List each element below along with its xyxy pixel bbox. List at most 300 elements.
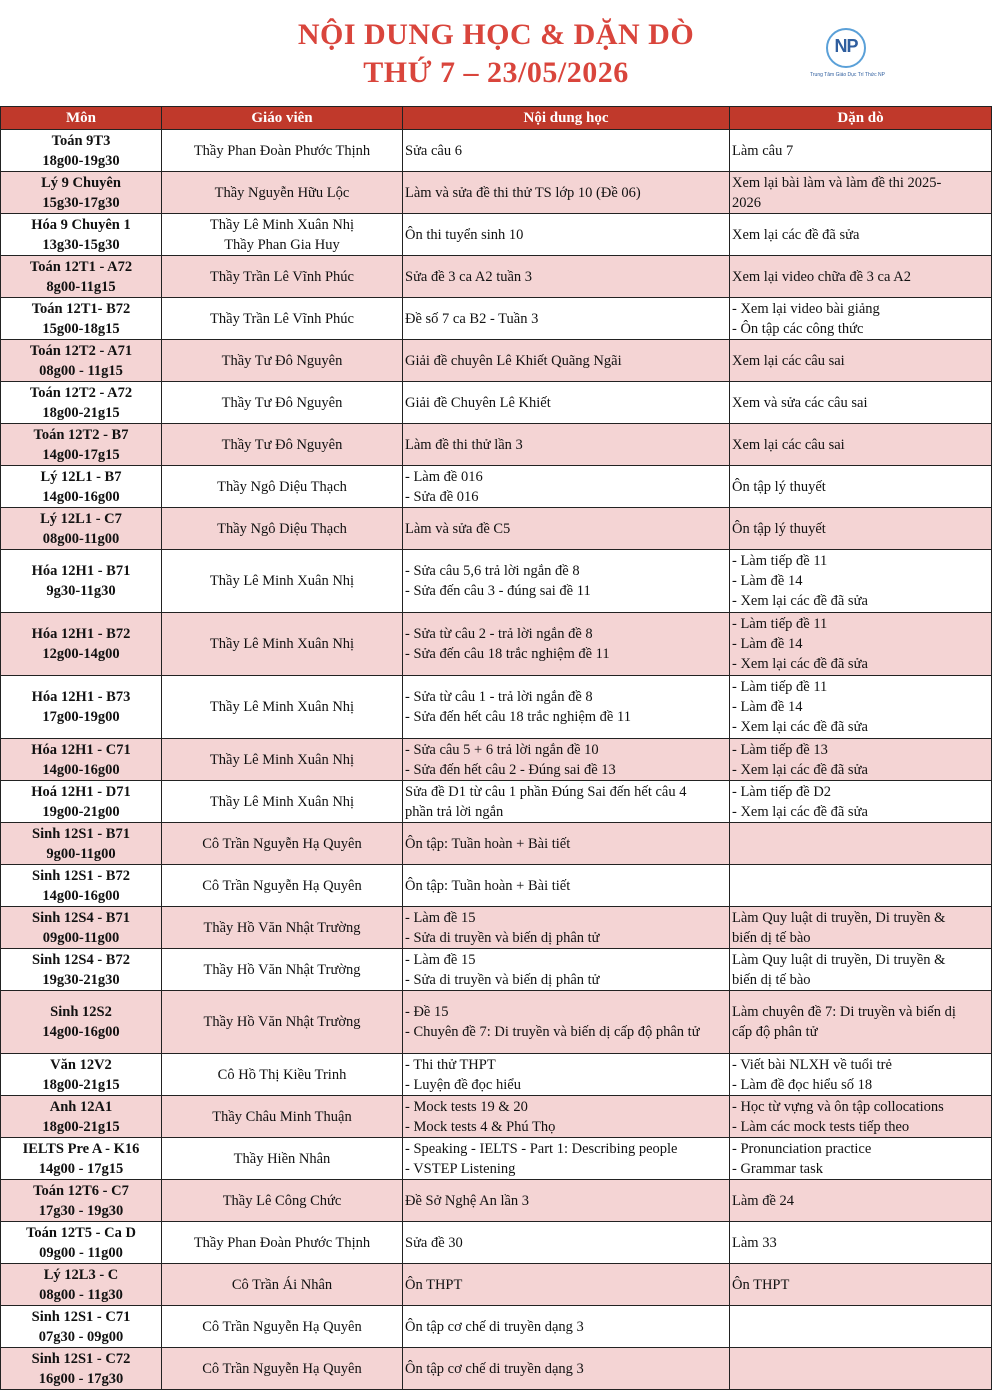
subject-cell [1, 508, 162, 550]
subject-cell [1, 1054, 162, 1096]
teacher-cell [162, 907, 403, 949]
subject-cell [1, 172, 162, 214]
table-row [1, 613, 992, 676]
homework-cell [730, 1138, 992, 1180]
homework-line: - Xem lại các đề đã sửa [732, 593, 868, 609]
content-cell [403, 1096, 730, 1138]
subject-cell [1, 991, 162, 1054]
homework-cell [730, 298, 992, 340]
subject-cell [1, 424, 162, 466]
teacher-line: Thầy Phan Đoàn Phước Thịnh [193, 142, 371, 159]
homework-line: - Làm các mock tests tiếp theo [732, 1118, 910, 1135]
homework-line: Làm Quy luật di truyền, Di truyền & [732, 951, 946, 968]
teacher-cell [162, 676, 403, 739]
subject-cell [1, 256, 162, 298]
table-row [1, 1348, 992, 1390]
homework-line: - Viết bài NLXH về tuổi trẻ [732, 1056, 892, 1073]
subject-line: 07g30 - 09g00 [38, 1328, 124, 1345]
teacher-cell [162, 1264, 403, 1306]
subject-line: Hóa 12H1 - C71 [31, 741, 131, 758]
teacher-cell [162, 739, 403, 781]
content-line: Giải đề Chuyên Lê Khiết [405, 394, 551, 411]
teacher-cell [162, 340, 403, 382]
content-line: Ôn thi tuyển sinh 10 [405, 226, 524, 243]
content-cell [403, 1264, 730, 1306]
subject-line: Sinh 12S1 - C71 [31, 1308, 131, 1325]
subject-line: 14g00 - 17g15 [38, 1160, 124, 1177]
table-row [1, 823, 992, 865]
page-title: NỘI DUNG HỌC & DẶN DÒ [297, 18, 695, 51]
table-row [1, 1306, 992, 1348]
table-row [1, 781, 992, 823]
content-cell [403, 1306, 730, 1348]
homework-line: - Làm đề 14 [732, 636, 803, 652]
homework-line: - Làm tiếp đề 13 [732, 741, 828, 758]
homework-cell [730, 172, 992, 214]
subject-cell [1, 1264, 162, 1306]
content-cell [403, 676, 730, 739]
content-cell [403, 739, 730, 781]
content-line: Ôn tập: Tuần hoàn + Bài tiết [405, 835, 571, 852]
homework-line: - Xem lại các đề đã sửa [732, 719, 868, 735]
teacher-line: Thầy Ngô Diệu Thạch [217, 520, 347, 537]
subject-line: Toán 12T1- B72 [31, 300, 131, 317]
homework-line: Xem và sửa các câu sai [732, 394, 868, 411]
content-line: - Sửa đến hết câu 18 trắc nghiệm đề 11 [405, 709, 631, 725]
content-cell [403, 214, 730, 256]
table-row [1, 949, 992, 991]
column-header-subject: Môn [1, 107, 162, 130]
homework-line: biến dị tế bào [732, 929, 811, 946]
table-row [1, 1138, 992, 1180]
table-row [1, 1222, 992, 1264]
content-line: - Làm đề 016 [405, 468, 483, 485]
teacher-line: Cô Trần Nguyễn Hạ Quyên [202, 877, 362, 894]
content-line: - Sửa di truyền và biến dị phân tử [405, 971, 600, 988]
subject-line: 15g30-17g30 [42, 194, 120, 211]
homework-line: - Làm tiếp đề 11 [732, 616, 828, 632]
content-line: - Mock tests 19 & 20 [405, 1098, 528, 1115]
homework-cell [730, 823, 992, 865]
homework-cell [730, 466, 992, 508]
teacher-line: Thầy Tư Đô Nguyên [221, 394, 343, 411]
teacher-line: Thầy Lê Minh Xuân Nhị [209, 636, 355, 652]
content-line: - VSTEP Listening [405, 1160, 516, 1177]
homework-cell [730, 739, 992, 781]
teacher-line: Cô Hồ Thị Kiều Trinh [217, 1066, 347, 1083]
teacher-line: Thầy Trần Lê Vĩnh Phúc [210, 268, 354, 285]
homework-cell [730, 130, 992, 172]
homework-line: - Xem lại các đề đã sửa [732, 656, 868, 672]
table-row [1, 256, 992, 298]
teacher-line: Thầy Lê Minh Xuân Nhị [209, 699, 355, 715]
subject-line: 12g00-14g00 [42, 646, 120, 662]
homework-line: 2026 [732, 194, 761, 211]
content-cell [403, 1180, 730, 1222]
teacher-cell [162, 214, 403, 256]
content-line: - Làm đề 15 [405, 909, 476, 926]
subject-line: Sinh 12S4 - B72 [32, 951, 130, 968]
subject-cell [1, 1096, 162, 1138]
subject-line: Toán 12T2 - A72 [29, 384, 133, 401]
subject-cell [1, 1222, 162, 1264]
teacher-line: Thầy Hiền Nhân [233, 1150, 331, 1167]
homework-line: Ôn tập lý thuyết [732, 478, 826, 495]
table-row [1, 739, 992, 781]
homework-line: biến dị tế bào [732, 971, 811, 988]
subject-line: 09g00 - 11g00 [39, 1244, 123, 1261]
teacher-cell [162, 949, 403, 991]
content-line: Đề Sở Nghệ An lần 3 [405, 1192, 530, 1209]
subject-line: 08g00 - 11g15 [39, 362, 123, 379]
homework-line: - Làm đề 14 [732, 699, 803, 715]
table-header-row [1, 107, 992, 130]
teacher-line: Thầy Nguyễn Hữu Lộc [214, 184, 350, 201]
table-row [1, 424, 992, 466]
content-line: - Đề 15 [405, 1004, 449, 1020]
teacher-line: Thầy Hồ Văn Nhật Trường [203, 961, 361, 978]
homework-cell [730, 613, 992, 676]
content-line: Đề số 7 ca B2 - Tuần 3 [405, 310, 539, 327]
table-row [1, 676, 992, 739]
subject-line: 16g00 - 17g30 [38, 1370, 124, 1387]
content-cell [403, 340, 730, 382]
homework-line: cấp độ phân tử [732, 1024, 818, 1040]
subject-line: 8g00-11g15 [46, 278, 116, 295]
content-cell [403, 1054, 730, 1096]
subject-cell [1, 340, 162, 382]
table-row [1, 214, 992, 256]
homework-line: - Xem lại các đề đã sửa [732, 803, 868, 820]
homework-cell [730, 550, 992, 613]
homework-line: Làm câu 7 [732, 142, 794, 159]
homework-cell [730, 508, 992, 550]
table-row [1, 991, 992, 1054]
homework-line: Ôn THPT [732, 1276, 790, 1293]
subject-line: Hóa 12H1 - B73 [31, 689, 131, 705]
teacher-cell [162, 130, 403, 172]
subject-line: Toán 12T6 - C7 [33, 1182, 129, 1199]
content-line: - Sửa đến câu 18 trắc nghiệm đề 11 [405, 646, 610, 662]
subject-cell [1, 298, 162, 340]
center-logo [810, 24, 885, 86]
subject-line: Sinh 12S1 - B71 [32, 825, 130, 842]
teacher-line: Thầy Lê Minh Xuân Nhị [209, 793, 355, 810]
subject-line: 14g00-16g00 [42, 887, 120, 904]
subject-line: Toán 9T3 [51, 132, 111, 149]
teacher-line: Thầy Tư Đô Nguyên [221, 352, 343, 369]
subject-line: 17g00-19g00 [42, 709, 120, 725]
content-line: - Sửa câu 5,6 trả lời ngắn đề 8 [405, 563, 580, 579]
homework-line: - Làm tiếp đề D2 [732, 783, 832, 800]
homework-line: - Làm đề đọc hiểu số 18 [732, 1076, 873, 1093]
subject-line: 08g00 - 11g30 [39, 1286, 123, 1303]
table-row [1, 340, 992, 382]
content-line: Sửa đề 3 ca A2 tuần 3 [405, 268, 533, 285]
teacher-line: Thầy Hồ Văn Nhật Trường [203, 919, 361, 936]
homework-line: Làm đề 24 [732, 1192, 795, 1209]
homework-line: - Làm tiếp đề 11 [732, 553, 828, 569]
content-line: - Sửa từ câu 2 - trả lời ngắn đề 8 [405, 626, 593, 642]
homework-cell [730, 781, 992, 823]
table-row [1, 508, 992, 550]
content-line: Ôn tập cơ chế di truyền dạng 3 [405, 1360, 584, 1377]
content-cell [403, 130, 730, 172]
content-cell [403, 949, 730, 991]
teacher-cell [162, 823, 403, 865]
teacher-line: Thầy Phan Đoàn Phước Thịnh [193, 1234, 371, 1251]
homework-line: - Làm đề 14 [732, 573, 803, 589]
teacher-cell [162, 1222, 403, 1264]
subject-line: Sinh 12S1 - C72 [31, 1350, 131, 1367]
homework-cell [730, 256, 992, 298]
subject-line: Lý 12L1 - C7 [40, 510, 122, 527]
teacher-cell [162, 172, 403, 214]
teacher-cell [162, 1306, 403, 1348]
subject-line: 9g00-11g00 [46, 845, 116, 862]
subject-line: 14g00-16g00 [42, 1024, 120, 1040]
homework-line: - Xem lại video bài giảng [732, 300, 880, 317]
content-line: - Sửa đến câu 3 - đúng sai đề 11 [405, 583, 591, 599]
teacher-cell [162, 1180, 403, 1222]
subject-line: Sinh 12S1 - B72 [32, 867, 130, 884]
subject-line: 9g30-11g30 [46, 583, 116, 599]
homework-cell [730, 1264, 992, 1306]
homework-cell [730, 676, 992, 739]
content-line: - Luyện đề đọc hiểu [405, 1076, 521, 1093]
homework-line: Làm chuyên đề 7: Di truyền và biến dị [732, 1004, 956, 1020]
content-cell [403, 508, 730, 550]
teacher-cell [162, 1054, 403, 1096]
content-line: Làm và sửa đề C5 [405, 520, 511, 537]
content-line: Sửa câu 6 [405, 142, 462, 159]
subject-line: Toán 12T1 - A72 [29, 258, 133, 275]
homework-line: Xem lại các câu sai [732, 352, 845, 369]
teacher-line: Thầy Lê Minh Xuân Nhị [209, 751, 355, 768]
table-row [1, 1054, 992, 1096]
subject-line: 18g00-21g15 [42, 1118, 120, 1135]
subject-line: 15g00-18g15 [42, 320, 120, 337]
subject-cell [1, 1138, 162, 1180]
subject-cell [1, 1306, 162, 1348]
content-cell [403, 298, 730, 340]
subject-line: 18g00-21g15 [42, 404, 120, 421]
table-row [1, 382, 992, 424]
homework-line: - Học từ vựng và ôn tập collocations [732, 1098, 944, 1115]
subject-cell [1, 466, 162, 508]
content-line: - Thi thử THPT [405, 1056, 496, 1073]
subject-line: Toán 12T2 - A71 [29, 342, 133, 359]
logo-caption: Trung Tâm Giáo Dục Trí Thức NP [810, 72, 885, 78]
subject-line: IELTS Pre A - K16 [22, 1140, 140, 1157]
homework-line: Xem lại bài làm và làm đề thi 2025- [732, 174, 942, 191]
teacher-line: Thầy Lê Minh Xuân Nhị [209, 216, 355, 233]
subject-line: Toán 12T5 - Ca D [26, 1224, 136, 1241]
table-row [1, 550, 992, 613]
homework-cell [730, 1306, 992, 1348]
subject-cell [1, 739, 162, 781]
subject-line: Lý 12L3 - C [43, 1266, 119, 1283]
homework-cell [730, 949, 992, 991]
column-header-content: Nội dung học [403, 107, 730, 130]
subject-line: Hóa 9 Chuyên 1 [31, 216, 131, 233]
teacher-line: Thầy Phan Gia Huy [224, 236, 340, 253]
subject-line: 14g00-16g00 [42, 488, 120, 505]
content-cell [403, 382, 730, 424]
teacher-cell [162, 424, 403, 466]
subject-cell [1, 214, 162, 256]
content-cell [403, 172, 730, 214]
homework-line: Xem lại các đề đã sửa [732, 226, 860, 243]
homework-line: - Grammar task [732, 1160, 823, 1177]
homework-line: Ôn tập lý thuyết [732, 520, 826, 537]
homework-cell [730, 1180, 992, 1222]
subject-cell [1, 1348, 162, 1390]
subject-line: Sinh 12S4 - B71 [32, 909, 130, 926]
teacher-cell [162, 256, 403, 298]
homework-cell [730, 907, 992, 949]
subject-line: 14g00-17g15 [42, 446, 120, 463]
subject-line: Hóa 12H1 - B72 [31, 626, 131, 642]
teacher-cell [162, 1348, 403, 1390]
content-cell [403, 1138, 730, 1180]
subject-line: 09g00-11g00 [42, 929, 120, 946]
subject-line: Văn 12V2 [50, 1056, 112, 1073]
content-line: Giải đề chuyên Lê Khiết Quãng Ngãi [405, 352, 622, 369]
content-line: phần trả lời ngắn [405, 803, 504, 820]
teacher-line: Cô Trần Nguyễn Hạ Quyên [202, 1318, 362, 1335]
homework-line: Làm 33 [732, 1234, 777, 1251]
content-cell [403, 1348, 730, 1390]
subject-line: Hóa 12H1 - B71 [31, 563, 131, 579]
content-line: - Sửa từ câu 1 - trả lời ngắn đề 8 [405, 689, 593, 705]
subject-cell [1, 949, 162, 991]
teacher-cell [162, 382, 403, 424]
teacher-cell [162, 1096, 403, 1138]
homework-line: - Pronunciation practice [732, 1140, 872, 1157]
teacher-cell [162, 508, 403, 550]
subject-cell [1, 130, 162, 172]
content-line: Làm và sửa đề thi thử TS lớp 10 (Đề 06) [405, 184, 641, 201]
homework-line: Làm Quy luật di truyền, Di truyền & [732, 909, 946, 926]
content-cell [403, 613, 730, 676]
teacher-cell [162, 466, 403, 508]
homework-cell [730, 991, 992, 1054]
content-line: Sửa đề D1 từ câu 1 phần Đúng Sai đến hết câu 4 [405, 783, 687, 800]
subject-line: Lý 12L1 - B7 [40, 468, 122, 485]
subject-cell [1, 676, 162, 739]
subject-line: 08g00-11g00 [42, 530, 120, 547]
subject-line: 17g30 - 19g30 [38, 1202, 124, 1219]
content-line: Ôn tập: Tuần hoàn + Bài tiết [405, 877, 571, 894]
logo-text: NP [834, 36, 858, 56]
teacher-cell [162, 613, 403, 676]
homework-line: Xem lại video chữa đề 3 ca A2 [732, 268, 911, 285]
subject-line: 19g30-21g30 [42, 971, 120, 988]
teacher-line: Cô Trần Nguyễn Hạ Quyên [202, 1360, 362, 1377]
content-cell [403, 865, 730, 907]
homework-cell [730, 1096, 992, 1138]
subject-line: 13g30-15g30 [42, 236, 120, 253]
content-line: - Sửa câu 5 + 6 trả lời ngắn đề 10 [405, 741, 599, 758]
content-cell [403, 907, 730, 949]
homework-line: - Ôn tập các công thức [732, 320, 864, 337]
subject-line: Toán 12T2 - B7 [33, 426, 129, 443]
content-line: - Mock tests 4 & Phú Thọ [405, 1118, 556, 1135]
homework-cell [730, 424, 992, 466]
content-line: Ôn tập cơ chế di truyền dạng 3 [405, 1318, 584, 1335]
subject-line: Sinh 12S2 [50, 1004, 112, 1020]
page-header [0, 0, 992, 103]
page-date: THỨ 7 – 23/05/2026 [363, 56, 629, 89]
table-row [1, 1096, 992, 1138]
homework-cell [730, 214, 992, 256]
subject-line: 14g00-16g00 [42, 761, 120, 778]
table-row [1, 130, 992, 172]
content-cell [403, 424, 730, 466]
schedule-table [0, 106, 992, 1390]
table-row [1, 172, 992, 214]
content-cell [403, 1222, 730, 1264]
homework-line: - Xem lại các đề đã sửa [732, 761, 868, 778]
subject-cell [1, 823, 162, 865]
content-line: - Sửa đề 016 [405, 488, 479, 505]
homework-cell [730, 340, 992, 382]
teacher-line: Cô Trần Ái Nhân [231, 1276, 333, 1293]
teacher-cell [162, 781, 403, 823]
subject-cell [1, 1180, 162, 1222]
content-line: - Sửa đến hết câu 2 - Đúng sai đề 13 [405, 761, 616, 778]
content-cell [403, 256, 730, 298]
content-cell [403, 550, 730, 613]
teacher-line: Thầy Châu Minh Thuận [212, 1108, 352, 1125]
content-line: Ôn THPT [405, 1276, 463, 1293]
homework-cell [730, 1348, 992, 1390]
teacher-cell [162, 991, 403, 1054]
subject-line: 18g00-21g15 [42, 1076, 120, 1093]
homework-cell [730, 1054, 992, 1096]
teacher-line: Cô Trần Nguyễn Hạ Quyên [202, 835, 362, 852]
content-line: - Làm đề 15 [405, 951, 476, 968]
table-row [1, 466, 992, 508]
homework-line: - Làm tiếp đề 11 [732, 679, 828, 695]
subject-line: Anh 12A1 [49, 1098, 113, 1115]
content-cell [403, 991, 730, 1054]
content-cell [403, 781, 730, 823]
subject-line: Lý 9 Chuyên [41, 174, 121, 191]
subject-line: Hoá 12H1 - D71 [31, 783, 131, 800]
content-cell [403, 823, 730, 865]
teacher-line: Thầy Ngô Diệu Thạch [217, 478, 347, 495]
teacher-line: Thầy Tư Đô Nguyên [221, 436, 343, 453]
teacher-line: Thầy Trần Lê Vĩnh Phúc [210, 310, 354, 327]
homework-cell [730, 382, 992, 424]
homework-cell [730, 1222, 992, 1264]
homework-line: Xem lại các câu sai [732, 436, 845, 453]
teacher-cell [162, 1138, 403, 1180]
homework-cell [730, 865, 992, 907]
content-line: - Chuyên đề 7: Di truyền và biến dị cấp độ phân tử [405, 1024, 700, 1040]
table-row [1, 298, 992, 340]
subject-cell [1, 613, 162, 676]
subject-cell [1, 382, 162, 424]
content-line: Làm đề thi thử lần 3 [405, 436, 523, 453]
teacher-cell [162, 865, 403, 907]
column-header-teacher: Giáo viên [162, 107, 403, 130]
teacher-line: Thầy Lê Minh Xuân Nhị [209, 573, 355, 589]
teacher-cell [162, 298, 403, 340]
column-header-homework: Dặn dò [730, 107, 992, 130]
